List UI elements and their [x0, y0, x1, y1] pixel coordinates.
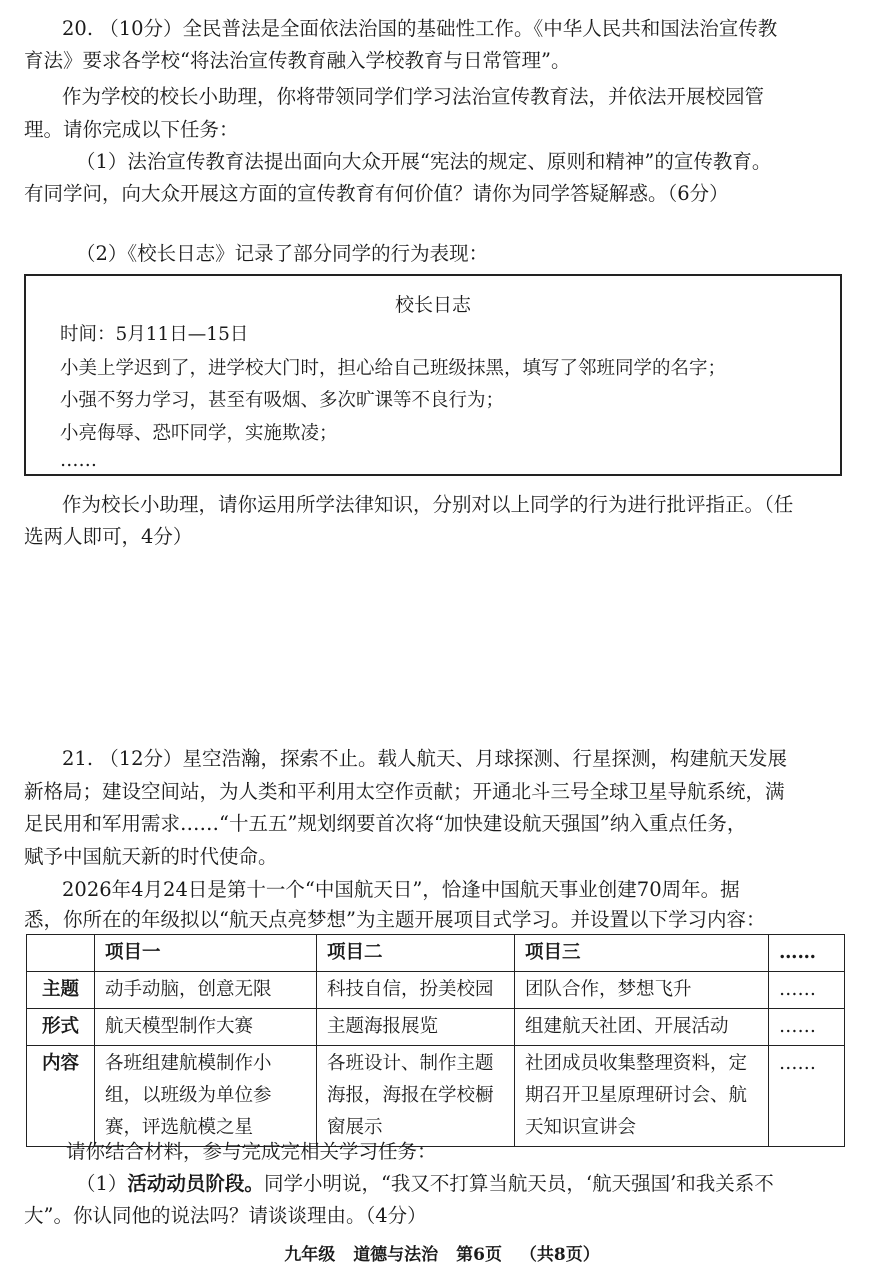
- footer-grade: 九年级: [284, 1245, 336, 1265]
- q21-line-3: 足民用和军用需求……“十五五”规划纲要首次将“加快建设航天强国”纳入重点任务，: [24, 812, 747, 835]
- q20-task1-line-1: （1）法治宣传教育法提出面向大众开展“宪法的规定、原则和精神”的宣传教育。: [76, 150, 772, 173]
- diary-entry: 小亮侮辱、恐吓同学，实施欺凌；: [60, 423, 338, 444]
- table-cell: 社团成员收集整理资料，定期召开卫星原理研讨会、航天知识宣讲会: [515, 1046, 769, 1147]
- q21-task1-line-2: 大”。你认同他的说法吗？请谈谈理由。（4分）: [24, 1204, 427, 1227]
- q20-line-4: 理。请你完成以下任务：: [24, 118, 239, 141]
- q20-task1-line-2: 有同学问，向大众开展这方面的宣传教育有何价值？请你为同学答疑解惑。（6分）: [24, 182, 729, 205]
- q21-task1-line-1: [76, 1171, 774, 1197]
- diary-entry: 小强不努力学习，甚至有吸烟、多次旷课等不良行为；: [60, 390, 505, 411]
- table-cell: 团队合作，梦想飞升: [515, 972, 769, 1009]
- footer-subject: 道德与法治: [353, 1245, 439, 1265]
- table-cell: 各班设计、制作主题海报，海报在学校橱窗展示: [317, 1046, 515, 1147]
- table-row-head: 主题: [27, 972, 95, 1009]
- table-cell: ……: [769, 972, 845, 1009]
- table-cell: 各班组建航模制作小组，以班级为单位参赛，评选航模之星: [95, 1046, 317, 1147]
- table-row-head: 形式: [27, 1009, 95, 1046]
- project-table: [26, 934, 845, 1147]
- table-cell: 主题海报展览: [317, 1009, 515, 1046]
- diary-time: 时间：5月11日—15日: [60, 324, 249, 345]
- q20-task2-line-2: 选两人即可，4分）: [24, 525, 193, 548]
- page-footer: [0, 1240, 884, 1265]
- table-cell: ……: [769, 1009, 845, 1046]
- table-header-cell: [27, 935, 95, 972]
- diary-ellipsis: ……: [60, 450, 97, 471]
- q20-task2-line-1: 作为校长小助理，请你运用所学法律知识，分别对以上同学的行为进行批评指正。（任: [62, 493, 794, 516]
- footer-total: （共8页）: [519, 1245, 600, 1265]
- table-row: [27, 1046, 845, 1147]
- q20-task2-intro: （2）《校长日志》记录了部分同学的行为表现：: [76, 242, 489, 265]
- table-cell: 动手动脑，创意无限: [95, 972, 317, 1009]
- table-header-cell: 项目二: [317, 935, 515, 972]
- q20-line-1: 20. （10分）全民普法是全面依法治国的基础性工作。《中华人民共和国法治宣传教: [62, 17, 778, 40]
- q21-task1-label: （1）: [76, 1172, 128, 1195]
- diary-title: 校长日志: [394, 294, 471, 316]
- table-header-cell: 项目一: [95, 935, 317, 972]
- table-cell: ……: [769, 1046, 845, 1147]
- table-header-cell: 项目三: [515, 935, 769, 972]
- q21-line-5: 2026年4月24日是第十一个“中国航天日”，恰逢中国航天事业创建70周年。据: [62, 878, 740, 901]
- table-header-row: [27, 935, 845, 972]
- q21-line-6: 悉，你所在的年级拟以“航天点亮梦想”为主题开展项目式学习。并设置以下学习内容：: [24, 908, 766, 931]
- q21-task-intro: 请你结合材料，参与完成完相关学习任务：: [66, 1140, 437, 1163]
- principal-diary-box: [24, 274, 842, 476]
- table-row: [27, 972, 845, 1009]
- q21-line-4: 赋予中国航天新的时代使命。: [24, 845, 278, 868]
- q21-line-1: 21. （12分）星空浩瀚，探索不止。载人航天、月球探测、行星探测，构建航天发展: [62, 747, 788, 770]
- footer-page: 第6页: [456, 1245, 502, 1265]
- table-row-head: 内容: [27, 1046, 95, 1147]
- q20-line-3: 作为学校的校长小助理，你将带领同学们学习法治宣传教育法，并依法开展校园管: [62, 85, 765, 108]
- table-cell: 组建航天社团、开展活动: [515, 1009, 769, 1046]
- diary-entry: 小美上学迟到了，进学校大门时，担心给自己班级抹黑，填写了邻班同学的名字；: [60, 358, 727, 379]
- table-cell: 航天模型制作大赛: [95, 1009, 317, 1046]
- table-row: [27, 1009, 845, 1046]
- table-header-cell: ……: [769, 935, 845, 972]
- q21-task1-text: 同学小明说，“我又不打算当航天员，‘航天强国’和我关系不: [263, 1172, 774, 1195]
- q20-line-2: 育法》要求各学校“将法治宣传教育融入学校教育与日常管理”。: [24, 49, 571, 72]
- q21-task1-stage: 活动动员阶段。: [127, 1172, 264, 1195]
- q21-line-2: 新格局；建设空间站，为人类和平利用太空作贡献；开通北斗三号全球卫星导航系统，满: [24, 780, 785, 803]
- table-cell: 科技自信，扮美校园: [317, 972, 515, 1009]
